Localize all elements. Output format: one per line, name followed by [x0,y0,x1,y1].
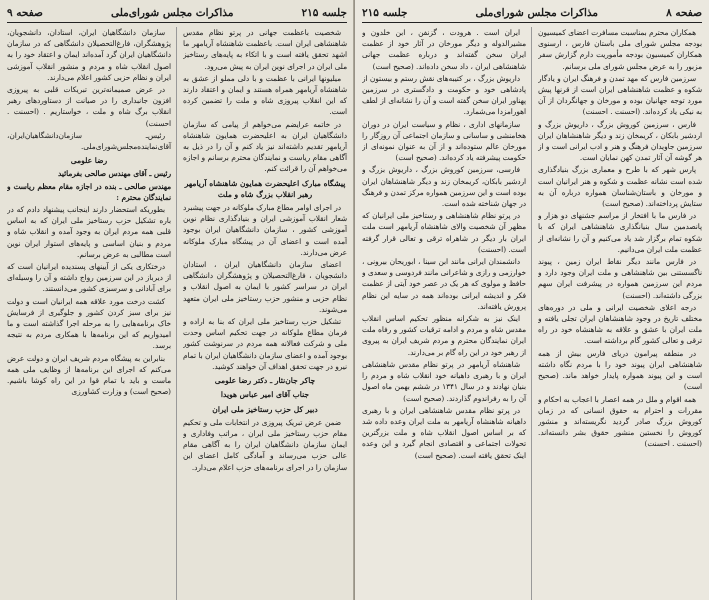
paragraph: در منطقه پیرامون دریای فارس بیش از همه شاهنشاهی ایران پیوند خود را با مردم نگاه داشته است و این پیوند همواره پایدار خواهد ماند. (صحیح است) [538,348,702,392]
right-outer-column [538,27,702,600]
paragraph: پارس شهر که با طرح و معماری بزرگ بنیادگذاری شده است نشانه عظمت و شکوه و هنر ایرانیان است و مورخان و باستان‌شناسان همواره درباره آن به ستایش پرداخته‌اند. (صحیح است) [538,165,702,209]
addressee-line: جناب آقای امیر عباس هویدا [220,390,310,400]
paragraph: شخصیت باعظمت جهانی در پرتو نظام مقدس شاهنشاهی ایران است. باعظمت شاهنشاه آریامهر ما اشهد تحقق یافته است و با اتکاء به پایه‌های رستاخیز ملی ایران در اجرای نوین ایران به پیش می‌رود. [183,28,347,71]
left-page-number: صفحه ۹ [7,7,43,19]
paragraph: کشت درخت مورد علاقه همه ایرانیان است و دولت نیز برای سبز کردن کشور و جلوگیری از فرسایش خاک برنامه‌هایی را به مرحله اجرا گذاشته است و ما امیدواریم که این برنامه‌ها با همکاری مردم به نتیجه برسد. [7,296,171,351]
signature-name: رضا علومی [70,156,108,166]
paragraph: ایران است . هرودت ، گزنفن ، ابن خلدون و مشیرالدوله و دیگر مورخان در آثار خود از عظمت ایران سخن گفته‌اند و درباره عظمت جهانی شاهنشاهی ایران ، داد سخن داده‌اند. (صحیح است) [362,28,526,71]
speaker-line: مهندس صالحی ـ بنده در اجازه مقام معظم ریاست و نمایندگان محترم : [7,181,171,202]
paragraph: در خاتمه عرایضم می‌خواهم از پیامی که سازمان دانشگاهیان ایران به اعلیحضرت همایون شاهنشاه آریامهر تقدیم داشته‌اند نیز یاد کنم و آن را در ذیل به آگاهی مقام ریاست و نمایندگان محترم برسانم و اجازه می‌خواهم آن را قرائت کنم. [183,119,347,174]
paragraph: در اجرای اوامر مطاع مبارک ملوکانه در جهت پیشبرد شعار انقلاب آموزشی ایران و بنیادگذاری نظام نوین آموزشی کشور ، سازمان دانشگاهیان ایران بوجود آمده است و اعضای آن در پیشگاه مبارک ملوکانه عرض می‌دارند. [183,203,347,257]
right-page [355,0,709,600]
paragraph: بطوریکه استحضار دارند اینجانب پیشنهاد دادم که در باره تشکیل حزب رستاخیز ملی ایران که به اساس قلبی همه مردم ایران به وجود آمده و انقلاب شاه و مردم و بنیان اساسی و پایه‌های استوار ایران نوین است مطالبی به عرض برسانم. [7,205,171,259]
paragraph: سازمانهای اداری ، نظام و سیاست ایران در دوران هخامنشی و ساسانی و سازمان اجتماعی آن روزگار را مورخان عالم ستوده‌اند و از آن به عنوان نمونه‌ای از حکومت پیشرفته یاد کرده‌اند. (صحیح است) [362,119,526,163]
paragraph: تشکیل حزب رستاخیز ملی ایران که بنا به اراده و فرمان مطاع ملوکانه در جهت تحکیم اساس وحدت ملی و شرکت فعالانه همه مردم در سرنوشت کشور بوجود آمده و اعضای سازمان دانشگاهیان ایران با تمام نیرو در جهت تحقق اهداف آن خواهند کوشید. [183,317,347,371]
paragraph: در فارس ما با افتخار از مراسم جشنهای دو هزار و پانصدمین سال بنیانگذاری شاهنشاهی ایران که با شکوه تمام برگزار شد یاد می‌کنیم و آن را نشانه‌ای از عظمت ملت ایران می‌دانیم. [538,211,702,254]
right-page-columns [362,27,702,600]
paragraph: سرزمین فارس که مهد تمدن و فرهنگ ایران و یادگار شکوه و عظمت شاهنشاهی ایران است از قرنها پیش مورد توجه جهانیان بوده و مورخان و جهانگردان از آن به نیکی یاد کرده‌اند. (احسنت . احسنت) [538,73,702,117]
paragraph: اعضای سازمان دانشگاهیان ایران ، استادان دانشجویان ، فارغ‌التحصیلان و پژوهشگران دانشگاهی ایران در سراسر کشور با ایمان به اصول انقلاب و نظام حزبی و منشور حزب رستاخیز ملی ایران متعهد می‌شوند. [183,260,347,314]
paragraph: در پرتو نظام شاهنشاهی و رستاخیز ملی ایرانیان که مظهر آن شخصیت والای شاهنشاه آریامهر است ملت ایران بار دیگر در شاهراه ترقی و تعالی قرار گرفته است. (احسنت) [362,211,526,254]
letter-heading: پیشگاه مبارک اعلیحضرت همایون شاهنشاه آریامهر رهبر انقلاب بزرگ شاه و ملت [184,178,346,199]
paragraph: ضمن عرض تبریک پیروزی در انتخابات ملی و تحکیم مقام حزب رستاخیز ملی ایران ، مراتب وفاداری و ایمان سازمان دانشگاهیان ایران را به آگاهی مقام عالی حزب می‌رساند و آمادگی کامل اعضای این سازمان را در اجرای برنامه‌های حزب اعلام می‌دارد. [183,417,347,472]
paragraph: اینک نیز به شکرانه منظور تحکیم اساس انقلاب مقدس شاه و مردم و ادامه ترقیات کشور و رفاه ملت ایران نمایندگان محترم و مردم شریف ایران به پیروی از رهبر خود در این راه گام بر می‌دارند. [362,314,526,357]
speaker-line: رئیس ـ آقای مهندس صالحی بفرمائید [58,169,171,179]
paragraph: همکاران محترم بمناسبت مسافرت اعضای کمیسیون بودجه مجلس شورای ملی باستان فارس ، ارسنوی همکاران کمیسیون بودجه مأموریت دارم گزارش سفر مزبور را به عرض مجلس شورای ملی برسانم. [538,28,702,71]
right-page-number: صفحه ۸ [666,7,702,19]
right-running-title: مذاکرات مجلس شورای‌ملی [475,7,599,19]
paragraph: در پرتو نظام مقدس شاهنشاهی ایران و با رهبری داهیانه شاهنشاه آریامهر به ملت ایران وعده داده شد که بر اساس اصول انقلاب شاه و ملت بزرگترین تحولات اجتماعی و اقتصادی انجام گیرد و این وعده اینک تحقق یافته است. (صحیح است) [362,405,526,460]
paragraph: فارسی، سرزمین کوروش بزرگ ، داریوش بزرگ و اردشیر بابکان، کریمخان زند و دیگر شاهنشاهان ایران بوده است و این سرزمین همواره مرکز تمدن و فرهنگ در جهان شناخته شده است. [362,165,526,209]
paragraph: شاهنشاه آریامهر در پرتو نظام مقدس شاهنشاهی ایران و با رهبری داهیانه خود انقلاب شاه و مردم را بنیان نهادند و در سال ۱۳۴۱ در ششم بهمن ماه اصول آن را به رفراندوم گذاردند. (صحیح است) [362,359,526,403]
signature-line: چاکر جان‌نثار ـ دکتر رضا علومی [214,376,316,386]
paragraph: در فارس مانند دیگر نقاط ایران زمین ، پیوند ناگسستنی بین شاهنشاهی و ملت ایران وجود دارد و مردم این سرزمین همواره در پیشرفت ایران سهم بزرگی داشته‌اند. (احسنت) [538,257,702,300]
paragraph: سازمان دانشگاهیان ایران، استادان، دانشجویان، پژوهشگران، فارغ‌التحصیلان دانشگاهی که در سازمان دانشگاهیان ایران گرد آمده‌اند ایمان و اعتقاد خود را به اصول انقلاب شاه و مردم و منشور انقلاب آموزشی ایران و نظام حزبی کشور اعلام می‌دارند. [7,28,171,82]
right-page-header [362,4,702,23]
addressee-title: دبیر کل حزب رستاخیز ملی ایران [212,404,318,414]
left-outer-column [7,27,177,600]
paragraph: رئیس‌ـ سازمان‌دانشگاهیان‌ایران‌، آقای‌نماینده‌مجلس‌شورای‌ملی. [7,130,171,152]
left-session-label: جلسه ۲۱۵ [301,7,347,19]
left-page-columns [7,27,347,600]
paragraph: داریوش بزرگ ، بر کتیبه‌های نقش رستم و بیستون از پادشاهی خود و حکومت و دادگستری در سرزمین پهناور ایران سخن گفته است و آن را نشانه‌ای از لطف اهورامزدا می‌شمارد. [362,73,526,117]
right-inner-column [362,27,532,600]
paragraph: در عرض صمیمانه‌ترین تبریکات قلبی به پیروزی افزون جانبداری را در صیانت از دستاوردهای رهبر انقلاب برگ شاه و ملت ، خواستاریم . (احسنت . احسنت) [7,85,171,128]
left-running-title: مذاکرات مجلس شورای‌ملی [110,7,234,19]
right-session-label: جلسه ۲۱۵ [362,7,408,19]
paragraph: بنابراین به پیشگاه مردم شریف ایران و دولت عرض می‌کنم که اجرای این برنامه‌ها از وظایف ملی همه ماست و باید با تمام قوا در این راه کوشا باشیم. (صحیح است) و وزارت کشاورزی [7,353,171,397]
left-page-header [7,4,347,23]
paragraph: دانشمندان ایرانی مانند ابن سینا ، ابوریحان بیرونی ، خوارزمی و رازی و شاعرانی مانند فردوسی و سعدی و حافظ و مولوی که هر یک در عصر خود آیتی از عظمت فکر و اندیشه ایرانی بوده‌اند همه در سایه این نظام پرورش یافته‌اند. [362,257,526,311]
paragraph: درجه اعلای شخصیت ایرانی و ملی در دوره‌های مختلف تاریخ در وجود شاهنشاهان ایران تجلی یافته و ملت ایران با عشق و علاقه به شاهنشاه خود در راه ترقی و تعالی کشور گام برداشته است. [538,302,702,346]
paragraph: فارس ، سرزمین کوروش بزرگ ، داریوش بزرگ و اردشیر بابکان ، کریمخان زند و دیگر شاهنشاهان ایران سرزمین جاویدان فرهنگ و هنر و ادب ایرانی است و از هر گوشه آن آثار تمدن کهن نمایان است. [538,119,702,163]
left-page [0,0,354,600]
paragraph: درختکاری یکی از آیینهای پسندیده ایرانیان است که از دیرباز در این سرزمین رواج داشته و آن را وسیله‌ای برای آبادانی و سرسبزی کشور می‌دانستند. [7,262,171,294]
paragraph: میلیونها ایرانی با عظمت و با دلی مملو از عشق به شاهنشاه آریامهر همراه هستند و ایمان و اعتقاد دارند که این انقلاب پیروزی شاه و ملت را تضمین کرده است. [183,73,347,117]
paragraph: همه اقوام و ملل در همه اعصار با اعجاب به احکام و مقررات و احترام به حقوق انسانی که در زمان کوروش بزرگ صادر گردید نگریسته‌اند و منشور کوروش را نخستین منشور حقوق بشر دانسته‌اند. (احسنت . احسنت) [538,394,702,449]
left-inner-column [183,27,347,600]
